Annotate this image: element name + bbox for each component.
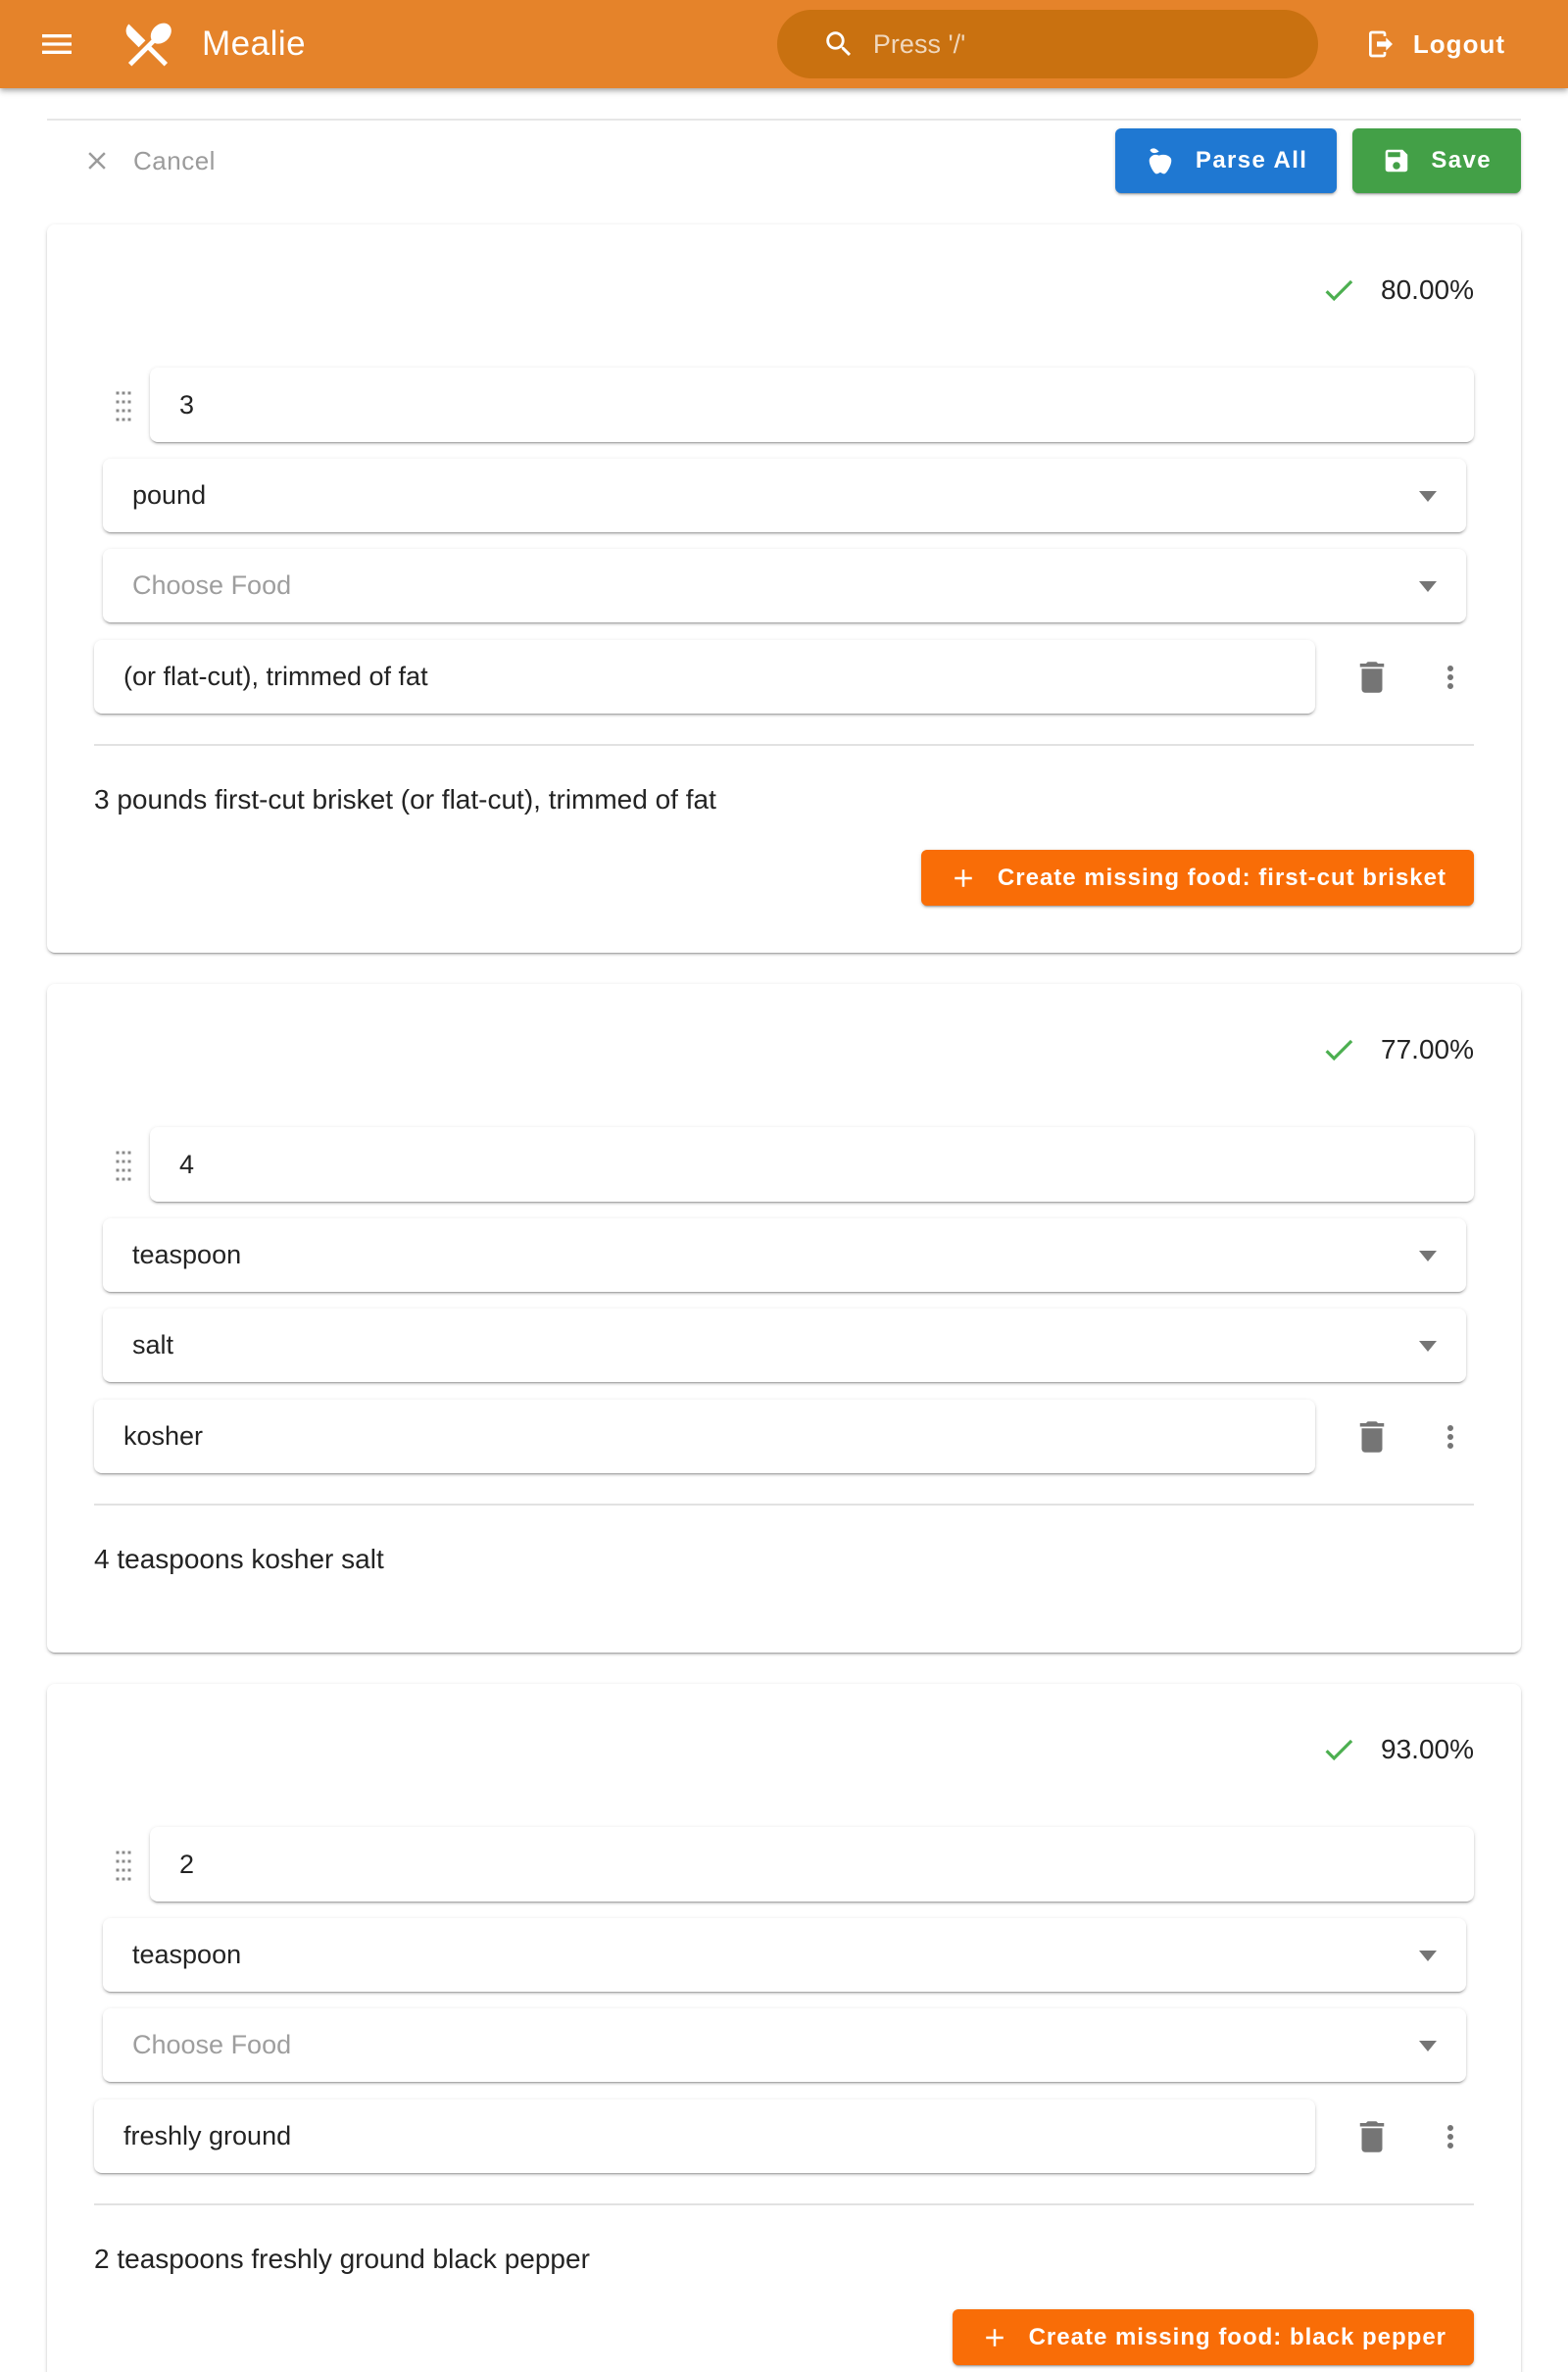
food-select-input[interactable] [103,549,1466,622]
ingredient-parser-page [0,119,1568,2372]
create-missing-food-label: Create missing food: black pepper [1028,2323,1446,2350]
mealie-logo[interactable] [120,16,176,73]
create-missing-food-button[interactable] [953,2309,1474,2365]
more-options-button[interactable] [1431,654,1470,701]
menu-down-icon [1419,491,1437,502]
app-title: Mealie [202,25,307,63]
confidence-row [94,1031,1474,1068]
confidence-value: 77.00% [1381,1034,1474,1064]
parser-toolbar [47,128,1521,193]
create-missing-food-label: Create missing food: first-cut brisket [997,864,1446,891]
quantity-input[interactable] [150,1127,1474,1202]
menu-down-icon [1419,1951,1437,1961]
check-icon [1320,1031,1357,1068]
food-select-input[interactable] [103,2008,1466,2082]
create-row [94,2309,1474,2365]
original-ingredient-text: 4 teaspoons kosher salt [94,1544,384,1574]
quantity-row [94,1827,1474,1902]
note-input[interactable] [94,640,1315,714]
menu-down-icon [1419,581,1437,592]
confidence-value: 80.00% [1381,274,1474,305]
dots-vertical-icon [1433,660,1468,695]
food-select[interactable] [103,549,1466,622]
delete-icon [1351,657,1393,698]
close-icon [82,146,112,175]
note-row [94,640,1474,714]
ingredient-card [47,984,1521,1653]
divider [47,119,1521,121]
hamburger-menu-icon [37,25,76,64]
drag-handle-icon[interactable] [106,1141,141,1188]
cancel-button[interactable] [82,146,216,176]
logout-icon [1365,28,1396,60]
plus-icon [949,864,978,893]
check-icon [1320,1731,1357,1768]
menu-down-icon [1419,1341,1437,1352]
app-bar [0,0,1568,88]
save-button[interactable] [1352,128,1521,193]
food-select[interactable] [103,2008,1466,2082]
note-input[interactable] [94,1400,1315,1473]
unit-select-input[interactable] [103,459,1466,532]
food-select[interactable] [103,1309,1466,1382]
unit-select-input[interactable] [103,1918,1466,1992]
logout-label: Logout [1412,28,1505,59]
create-row [94,850,1474,906]
divider [94,1504,1474,1506]
dots-vertical-icon [1433,1419,1468,1455]
dots-vertical-icon [1433,2119,1468,2154]
delete-button[interactable] [1348,1413,1396,1460]
apple-icon [1145,145,1176,176]
delete-button[interactable] [1348,654,1396,701]
menu-down-icon [1419,2041,1437,2051]
more-options-button[interactable] [1431,2113,1470,2160]
delete-icon [1351,2116,1393,2157]
drag-handle-icon[interactable] [106,1841,141,1888]
check-icon [1320,272,1357,309]
search-placeholder: Press '/' [872,28,966,59]
ingredient-card [47,1684,1521,2372]
unit-select[interactable] [103,459,1466,532]
plus-icon [980,2323,1009,2352]
note-row [94,2100,1474,2173]
food-select-input[interactable] [103,1309,1466,1382]
menu-down-icon [1419,1251,1437,1261]
quantity-input[interactable] [150,1827,1474,1902]
unit-select[interactable] [103,1918,1466,1992]
save-label: Save [1431,147,1492,173]
more-options-button[interactable] [1431,1413,1470,1460]
quantity-row [94,1127,1474,1202]
ingredient-card [47,224,1521,953]
drag-handle-icon[interactable] [106,381,141,428]
menu-button[interactable] [33,21,80,68]
parse-all-button[interactable] [1115,128,1337,193]
divider [94,2203,1474,2205]
search-icon [822,27,856,61]
create-missing-food-button[interactable] [921,850,1474,906]
unit-select[interactable] [103,1218,1466,1292]
note-row [94,1400,1474,1473]
original-ingredient-text: 2 teaspoons freshly ground black pepper [94,2244,590,2274]
logout-button[interactable] [1365,28,1505,60]
confidence-value: 93.00% [1381,1734,1474,1764]
quantity-row [94,368,1474,442]
quantity-input[interactable] [150,368,1474,442]
unit-select-input[interactable] [103,1218,1466,1292]
cancel-label: Cancel [133,145,216,175]
original-ingredient-text: 3 pounds first-cut brisket (or flat-cut), trimmed of fat [94,784,716,815]
delete-icon [1351,1416,1393,1458]
silverware-logo-icon [120,16,176,73]
search-input[interactable] [777,10,1318,78]
save-floppy-icon [1382,146,1411,175]
note-input[interactable] [94,2100,1315,2173]
confidence-row [94,272,1474,309]
divider [94,744,1474,746]
delete-button[interactable] [1348,2113,1396,2160]
confidence-row [94,1731,1474,1768]
parse-all-label: Parse All [1195,147,1308,173]
